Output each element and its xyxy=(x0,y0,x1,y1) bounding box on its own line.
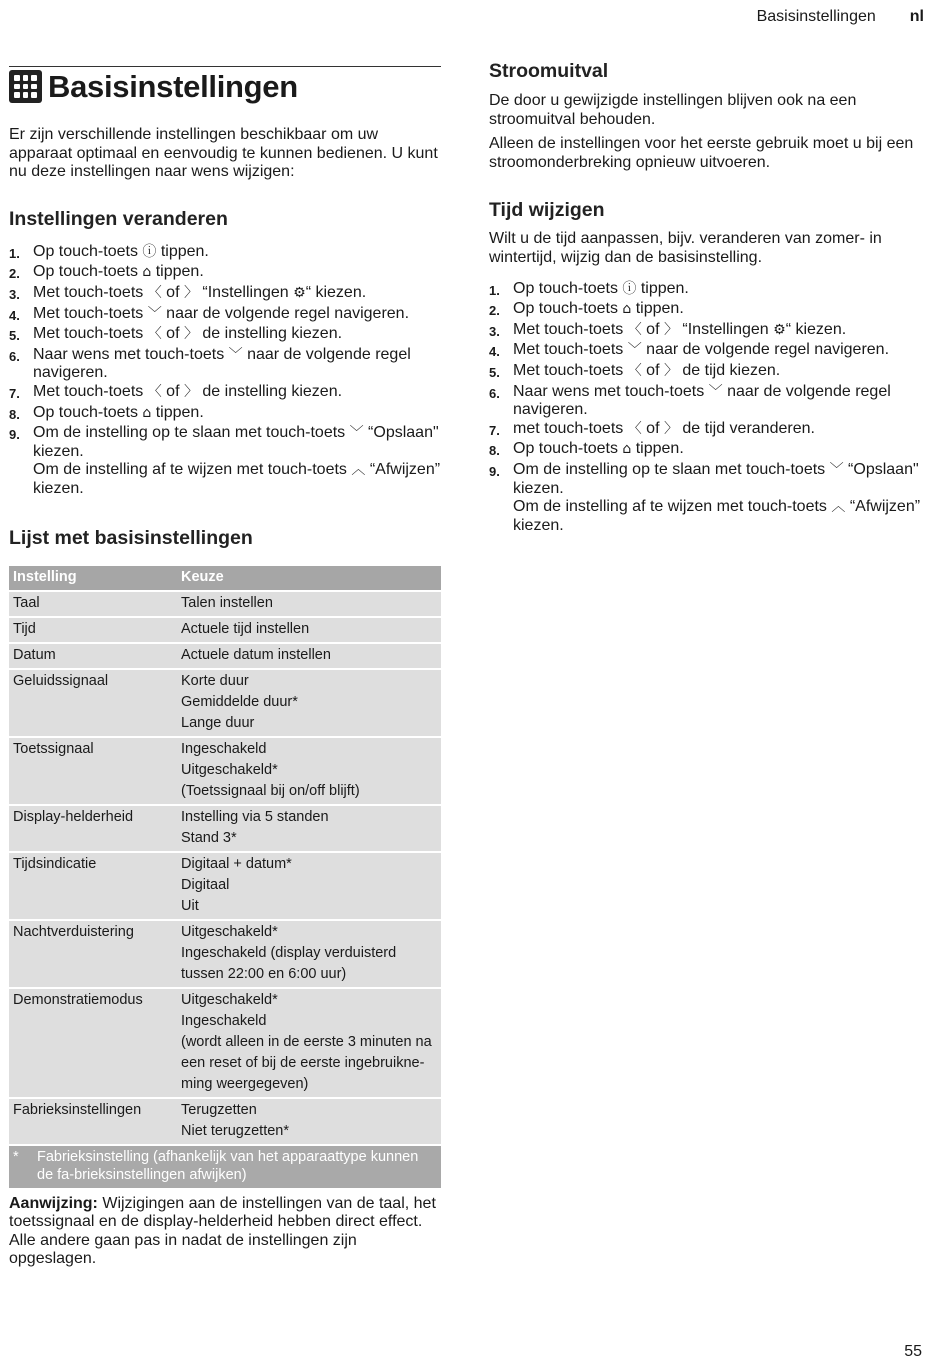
step-item xyxy=(489,280,925,301)
setting-name: Tijdsindicatie xyxy=(9,852,177,920)
choice-option: Instelling via 5 standen xyxy=(181,808,329,825)
page-title: Basisinstellingen xyxy=(48,68,298,104)
setting-name: Fabrieksinstellingen xyxy=(9,1098,177,1145)
touch-key-icon: ︿ xyxy=(351,462,366,479)
step-number: 9. xyxy=(9,427,20,443)
setting-choices xyxy=(177,1098,441,1145)
step-number: 5. xyxy=(489,364,500,380)
step-text: Op touch-toets ⓘ tippen. xyxy=(33,242,209,260)
step-text: Op touch-toets ⌂ tippen. xyxy=(33,263,204,281)
table-row xyxy=(9,852,441,920)
footnote-text: Fabrieksinstelling (afhankelijk van het apparaattype kunnen de fa-brieksinstellingen afwijken) xyxy=(37,1148,419,1183)
touch-key-icon: 〉 xyxy=(183,326,198,343)
table-row xyxy=(9,805,441,852)
touch-key-icon: ⌂ xyxy=(622,441,632,458)
setting-choices xyxy=(177,591,441,617)
setting-choices xyxy=(177,617,441,643)
choice-option: Digitaal + datum* Digitaal Uit xyxy=(181,855,292,914)
note-text: Wijzigingen aan de instellingen van de taal, het toetssignaal en de display-helderheid hebben direct effect. Alle andere gaan pas in nadat de instellingen zijn opgeslagen. xyxy=(9,1194,436,1268)
step-number: 6. xyxy=(489,385,500,401)
time-intro: Wilt u de tijd aanpassen, bijv. veranderen van zomer- in wintertijd, wijzig dan de basisinstelling. xyxy=(489,230,882,266)
touch-key-icon: ﹀ xyxy=(627,342,642,359)
section-heading-list: Lijst met basisinstellingen xyxy=(9,526,253,549)
setting-choices xyxy=(177,737,441,805)
step-item xyxy=(9,284,441,305)
step-text: Op touch-toets ⌂ tippen. xyxy=(513,300,684,318)
step-text: Om de instelling op te slaan met touch-toets ﹀ “Opslaan" kiezen. Om de instelling af te wijzen met touch-toets ︿ “Afwijzen” kiezen. xyxy=(513,460,921,534)
setting-name: Datum xyxy=(9,643,177,669)
step-number: 2. xyxy=(489,303,500,319)
touch-key-icon: 〈 xyxy=(627,321,642,338)
table-row xyxy=(9,737,441,805)
touch-key-icon: ︿ xyxy=(831,499,846,516)
setting-choices xyxy=(177,805,441,852)
touch-key-icon: 〈 xyxy=(147,326,162,343)
touch-key-icon: ﹀ xyxy=(708,383,723,400)
setting-name: Display-helderheid xyxy=(9,805,177,852)
touch-key-icon: ⌂ xyxy=(142,264,152,281)
step-number: 4. xyxy=(9,307,20,323)
settings-table xyxy=(9,566,441,1188)
touch-key-icon: 〈 xyxy=(627,362,642,379)
step-item xyxy=(9,305,441,326)
table-row xyxy=(9,988,441,1098)
setting-choices xyxy=(177,988,441,1098)
step-item xyxy=(489,341,925,362)
setting-name: Demonstratiemodus xyxy=(9,988,177,1098)
step-item xyxy=(489,420,925,441)
step-number: 6. xyxy=(9,348,20,364)
step-text: Met touch-toets ﹀ naar de volgende regel navigeren. xyxy=(513,341,890,359)
language-code: nl xyxy=(909,8,924,25)
step-item xyxy=(9,325,441,346)
step-text: Op touch-toets ⌂ tippen. xyxy=(513,440,684,458)
step-item xyxy=(9,383,441,404)
power-paragraph-2: Alleen de instellingen voor het eerste gebruik moet u bij een stroomonderbreking opnieuw uitvoeren. xyxy=(489,135,914,171)
touch-key-icon: 〈 xyxy=(147,284,162,301)
touch-key-icon: ﹀ xyxy=(228,346,243,363)
footnote-mark: * xyxy=(13,1148,19,1165)
step-number: 4. xyxy=(489,344,500,360)
step-number: 5. xyxy=(9,328,20,344)
setting-name: Nachtverduistering xyxy=(9,920,177,988)
table-row xyxy=(9,591,441,617)
touch-key-icon: ⓘ xyxy=(142,243,157,260)
step-number: 9. xyxy=(489,463,500,479)
setting-name: Taal xyxy=(9,591,177,617)
choice-option: Korte duur xyxy=(181,672,249,689)
table-row xyxy=(9,1098,441,1145)
step-item xyxy=(9,346,441,383)
step-item xyxy=(489,300,925,321)
step-number: 1. xyxy=(9,245,20,261)
setting-choices xyxy=(177,669,441,737)
step-text: Naar wens met touch-toets ﹀ naar de volgende regel navigeren. xyxy=(33,345,411,382)
step-text: met touch-toets 〈 of 〉 de tijd veranderen. xyxy=(513,419,815,437)
column-header-choice: Keuze xyxy=(177,566,441,591)
step-item xyxy=(489,362,925,383)
step-number: 3. xyxy=(489,323,500,339)
choice-option: Ingeschakeld (wordt alleen in de eerste 3 minuten na een reset of bij de eerste ingebruikne-ming weergegeven) xyxy=(181,1012,432,1092)
step-text: Op touch-toets ⌂ tippen. xyxy=(33,403,204,421)
step-number: 8. xyxy=(489,443,500,459)
touch-key-icon: ﹀ xyxy=(147,305,162,322)
touch-key-icon: 〉 xyxy=(663,420,678,437)
touch-key-icon: 〉 xyxy=(183,284,198,301)
chapter-title-row xyxy=(9,66,441,104)
section-heading-time: Tijd wijzigen xyxy=(489,199,605,222)
touch-key-icon: ﹀ xyxy=(829,461,844,478)
setting-choices xyxy=(177,920,441,988)
step-item xyxy=(489,440,925,461)
step-number: 1. xyxy=(489,282,500,298)
touch-key-icon: 〈 xyxy=(147,383,162,400)
step-text: Met touch-toets 〈 of 〉 “Instellingen ⚙“ kiezen. xyxy=(33,283,367,301)
touch-key-icon: ﹀ xyxy=(349,425,364,442)
touch-key-icon: 〉 xyxy=(663,321,678,338)
setting-choices xyxy=(177,852,441,920)
column-header-setting: Instelling xyxy=(9,566,177,591)
choice-option: Ingeschakeld (display verduisterd tussen 22:00 en 6:00 uur) xyxy=(181,944,397,982)
right-column xyxy=(489,60,925,535)
choice-option: Uitgeschakeld* xyxy=(181,923,278,940)
power-paragraph-1: De door u gewijzigde instellingen blijven ook na een stroomuitval behouden. xyxy=(489,92,857,128)
step-item xyxy=(489,461,925,535)
touch-key-icon: ⓘ xyxy=(622,280,637,297)
choice-option: Actuele datum instellen xyxy=(181,646,331,663)
table-row xyxy=(9,920,441,988)
footnote-cell xyxy=(9,1145,441,1188)
intro-text: Er zijn verschillende instellingen beschikbaar om uw apparaat optimaal en eenvoudig te kunnen bedienen. U kunt nu deze instellingen naar wens wijzigen: xyxy=(9,126,438,181)
touch-key-icon: 〉 xyxy=(663,362,678,379)
running-header-section: Basisinstellingen xyxy=(756,8,876,25)
step-item xyxy=(489,383,925,420)
left-column xyxy=(9,66,441,1269)
setting-name: Geluidssignaal xyxy=(9,669,177,737)
step-item xyxy=(9,243,441,264)
step-text: Met touch-toets 〈 of 〉 de instelling kiezen. xyxy=(33,325,343,343)
touch-key-icon: ⚙ xyxy=(293,284,306,301)
choice-option: Terugzetten xyxy=(181,1101,257,1118)
step-item xyxy=(489,321,925,342)
running-header xyxy=(757,8,924,26)
step-number: 7. xyxy=(9,385,20,401)
choice-option: Uitgeschakeld* (Toetssignaal bij on/off blijft) xyxy=(181,761,360,799)
step-item xyxy=(9,404,441,425)
note-label: Aanwijzing: xyxy=(9,1194,98,1212)
choice-option: Lange duur xyxy=(181,714,255,731)
touch-key-icon: ⌂ xyxy=(142,404,152,421)
choice-option: Ingeschakeld xyxy=(181,740,267,757)
setting-name: Toetssignaal xyxy=(9,737,177,805)
table-footnote-row xyxy=(9,1145,441,1188)
step-item xyxy=(9,424,441,498)
choice-option: Stand 3* xyxy=(181,829,237,846)
step-text: Naar wens met touch-toets ﹀ naar de volgende regel navigeren. xyxy=(513,382,891,419)
settings-grid-icon xyxy=(9,70,42,103)
table-row xyxy=(9,617,441,643)
step-text: Om de instelling op te slaan met touch-toets ﹀ “Opslaan" kiezen. Om de instelling af te wijzen met touch-toets ︿ “Afwijzen” kiezen. xyxy=(33,424,441,497)
step-number: 3. xyxy=(9,286,20,302)
step-number: 7. xyxy=(489,422,500,438)
change-steps-list xyxy=(9,243,441,499)
step-number: 8. xyxy=(9,406,20,422)
touch-key-icon: 〈 xyxy=(627,420,642,437)
choice-option: Gemiddelde duur* xyxy=(181,693,298,710)
step-text: Met touch-toets 〈 of 〉 de instelling kiezen. xyxy=(33,382,343,400)
step-text: Met touch-toets 〈 of 〉 de tijd kiezen. xyxy=(513,361,781,379)
touch-key-icon: ⌂ xyxy=(622,301,632,318)
choice-option: Talen instellen xyxy=(181,594,273,611)
step-text: Met touch-toets 〈 of 〉 “Instellingen ⚙“ kiezen. xyxy=(513,320,847,338)
note-paragraph xyxy=(9,1195,441,1269)
table-row xyxy=(9,643,441,669)
choice-option: Niet terugzetten* xyxy=(181,1122,290,1139)
table-row xyxy=(9,669,441,737)
step-item xyxy=(9,263,441,284)
step-number: 2. xyxy=(9,266,20,282)
section-heading-power: Stroomuitval xyxy=(489,60,609,82)
touch-key-icon: ⚙ xyxy=(773,321,786,338)
setting-name: Tijd xyxy=(9,617,177,643)
table-header-row xyxy=(9,566,441,591)
touch-key-icon: 〉 xyxy=(183,383,198,400)
choice-option: Actuele tijd instellen xyxy=(181,620,310,637)
page-number: 55 xyxy=(904,1343,922,1360)
step-text: Op touch-toets ⓘ tippen. xyxy=(513,279,689,297)
step-text: Met touch-toets ﹀ naar de volgende regel navigeren. xyxy=(33,304,410,322)
setting-choices xyxy=(177,643,441,669)
section-heading-change: Instellingen veranderen xyxy=(9,207,228,230)
choice-option: Uitgeschakeld* xyxy=(181,991,278,1008)
time-steps-list xyxy=(489,280,925,536)
